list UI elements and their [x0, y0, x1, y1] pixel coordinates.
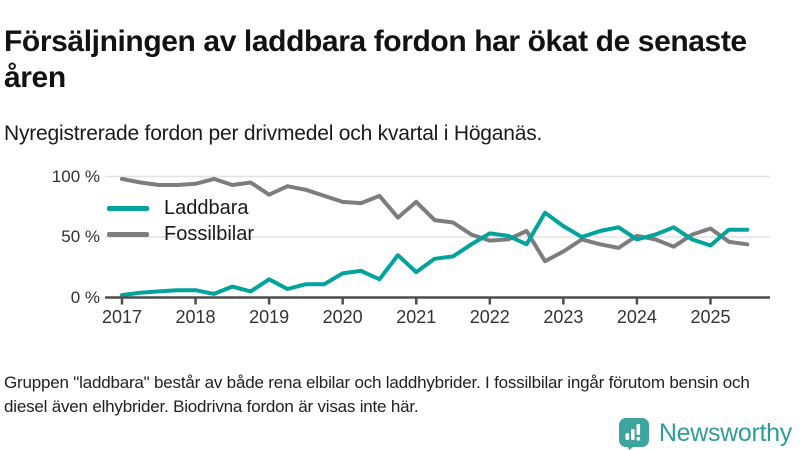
x-tick-label: 2021: [396, 307, 437, 327]
legend-item-laddbara: [107, 195, 254, 221]
brand-name: Newsworthy: [658, 419, 792, 447]
y-tick-label: 0 %: [70, 287, 100, 307]
legend-label: Fossilbilar: [164, 222, 255, 245]
x-tick-label: 2019: [249, 307, 290, 327]
legend-swatch: [107, 206, 149, 211]
line-chart: [0, 160, 800, 350]
newsworthy-logo-icon: [617, 417, 651, 450]
page-title: Försäljningen av laddbara fordon har ökat de senaste åren: [4, 25, 747, 95]
y-tick-label: 50 %: [61, 227, 100, 246]
source-note: Gruppen "laddbara" består av både rena elbilar och laddhybrider. I fossilbilar ingår förutom bensin och diesel även elhybrider. Biodrivna fordon är visas inte här.: [4, 373, 750, 416]
x-tick-label: 2022: [469, 307, 510, 327]
x-tick-label: 2020: [322, 307, 363, 327]
legend-item-fossilbilar: [107, 221, 254, 247]
x-tick-label: 2017: [101, 307, 143, 327]
newsworthy-brand: [617, 417, 792, 450]
legend-swatch: [107, 232, 149, 237]
legend-label: Laddbara: [164, 196, 249, 219]
chart-subtitle: Nyregistrerade fordon per drivmedel och kvartal i Höganäs.: [4, 122, 543, 145]
x-tick-label: 2024: [616, 307, 657, 327]
chart-legend: [107, 195, 254, 247]
x-tick-label: 2023: [543, 307, 584, 327]
x-tick-label: 2018: [175, 307, 216, 327]
y-tick-label: 100 %: [51, 166, 100, 186]
x-tick-label: 2025: [690, 307, 731, 327]
